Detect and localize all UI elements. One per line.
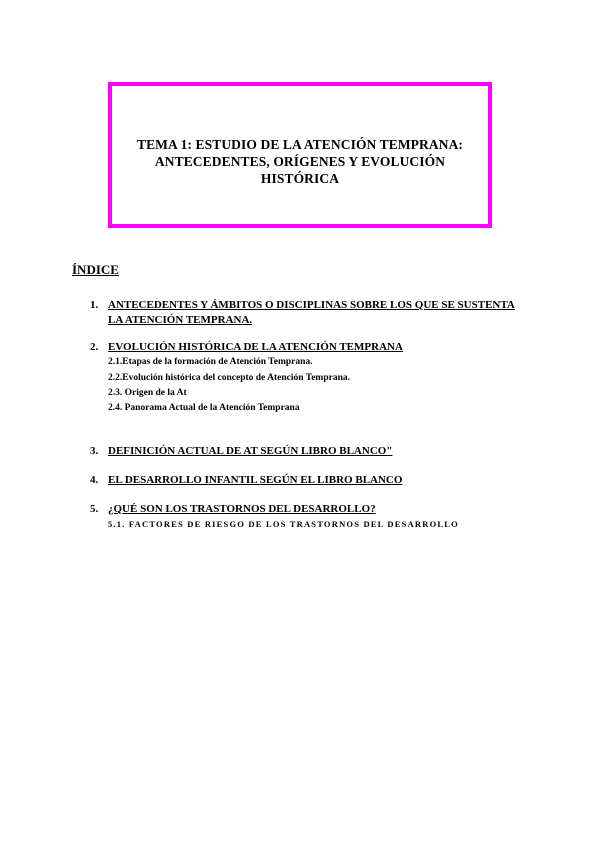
- section-number: 2.: [90, 341, 99, 353]
- section-number: 1.: [90, 299, 99, 311]
- toc-subsection-5-1[interactable]: 5.1. FACTORES DE RIESGO DE LOS TRASTORNOS DEL DESARROLLO: [108, 519, 459, 529]
- toc-subsection-2-3[interactable]: 2.3. Origen de la At: [108, 388, 187, 398]
- section-heading-cont[interactable]: LA ATENCIÓN TEMPRANA.: [108, 314, 253, 326]
- title-line-2: ANTECEDENTES, ORÍGENES Y EVOLUCIÓN: [154, 154, 446, 169]
- section-number: 5.: [90, 503, 99, 515]
- toc-subsection-2-4[interactable]: 2.4. Panorama Actual de la Atención Temprana: [108, 403, 300, 413]
- toc-subsection-2-1[interactable]: 2.1.Etapas de la formación de Atención Temprana.: [108, 357, 313, 367]
- title-line-1: TEMA 1: ESTUDIO DE LA ATENCIÓN TEMPRANA:: [136, 137, 464, 152]
- title-box: [108, 82, 492, 228]
- section-heading[interactable]: ¿QUÉ SON LOS TRASTORNOS DEL DESARROLLO?: [108, 503, 376, 515]
- index-heading: ÍNDICE: [72, 262, 119, 277]
- section-heading[interactable]: EVOLUCIÓN HISTÓRICA DE LA ATENCIÓN TEMPRANA: [108, 341, 403, 353]
- title-line-3: HISTÓRICA: [260, 171, 340, 186]
- section-heading[interactable]: DEFINICIÓN ACTUAL DE AT SEGÚN LIBRO BLANCO": [108, 445, 393, 457]
- document-title: [112, 136, 488, 187]
- section-heading[interactable]: ANTECEDENTES Y ÁMBITOS O DISCIPLINAS SOBRE LOS QUE SE SUSTENTA: [108, 299, 515, 311]
- section-number: 4.: [90, 474, 99, 486]
- section-number: 3.: [90, 445, 99, 457]
- toc-subsection-2-2[interactable]: 2.2.Evolución histórica del concepto de Atención Temprana.: [108, 373, 350, 383]
- section-heading[interactable]: EL DESARROLLO INFANTIL SEGÚN EL LIBRO BLANCO: [108, 474, 403, 486]
